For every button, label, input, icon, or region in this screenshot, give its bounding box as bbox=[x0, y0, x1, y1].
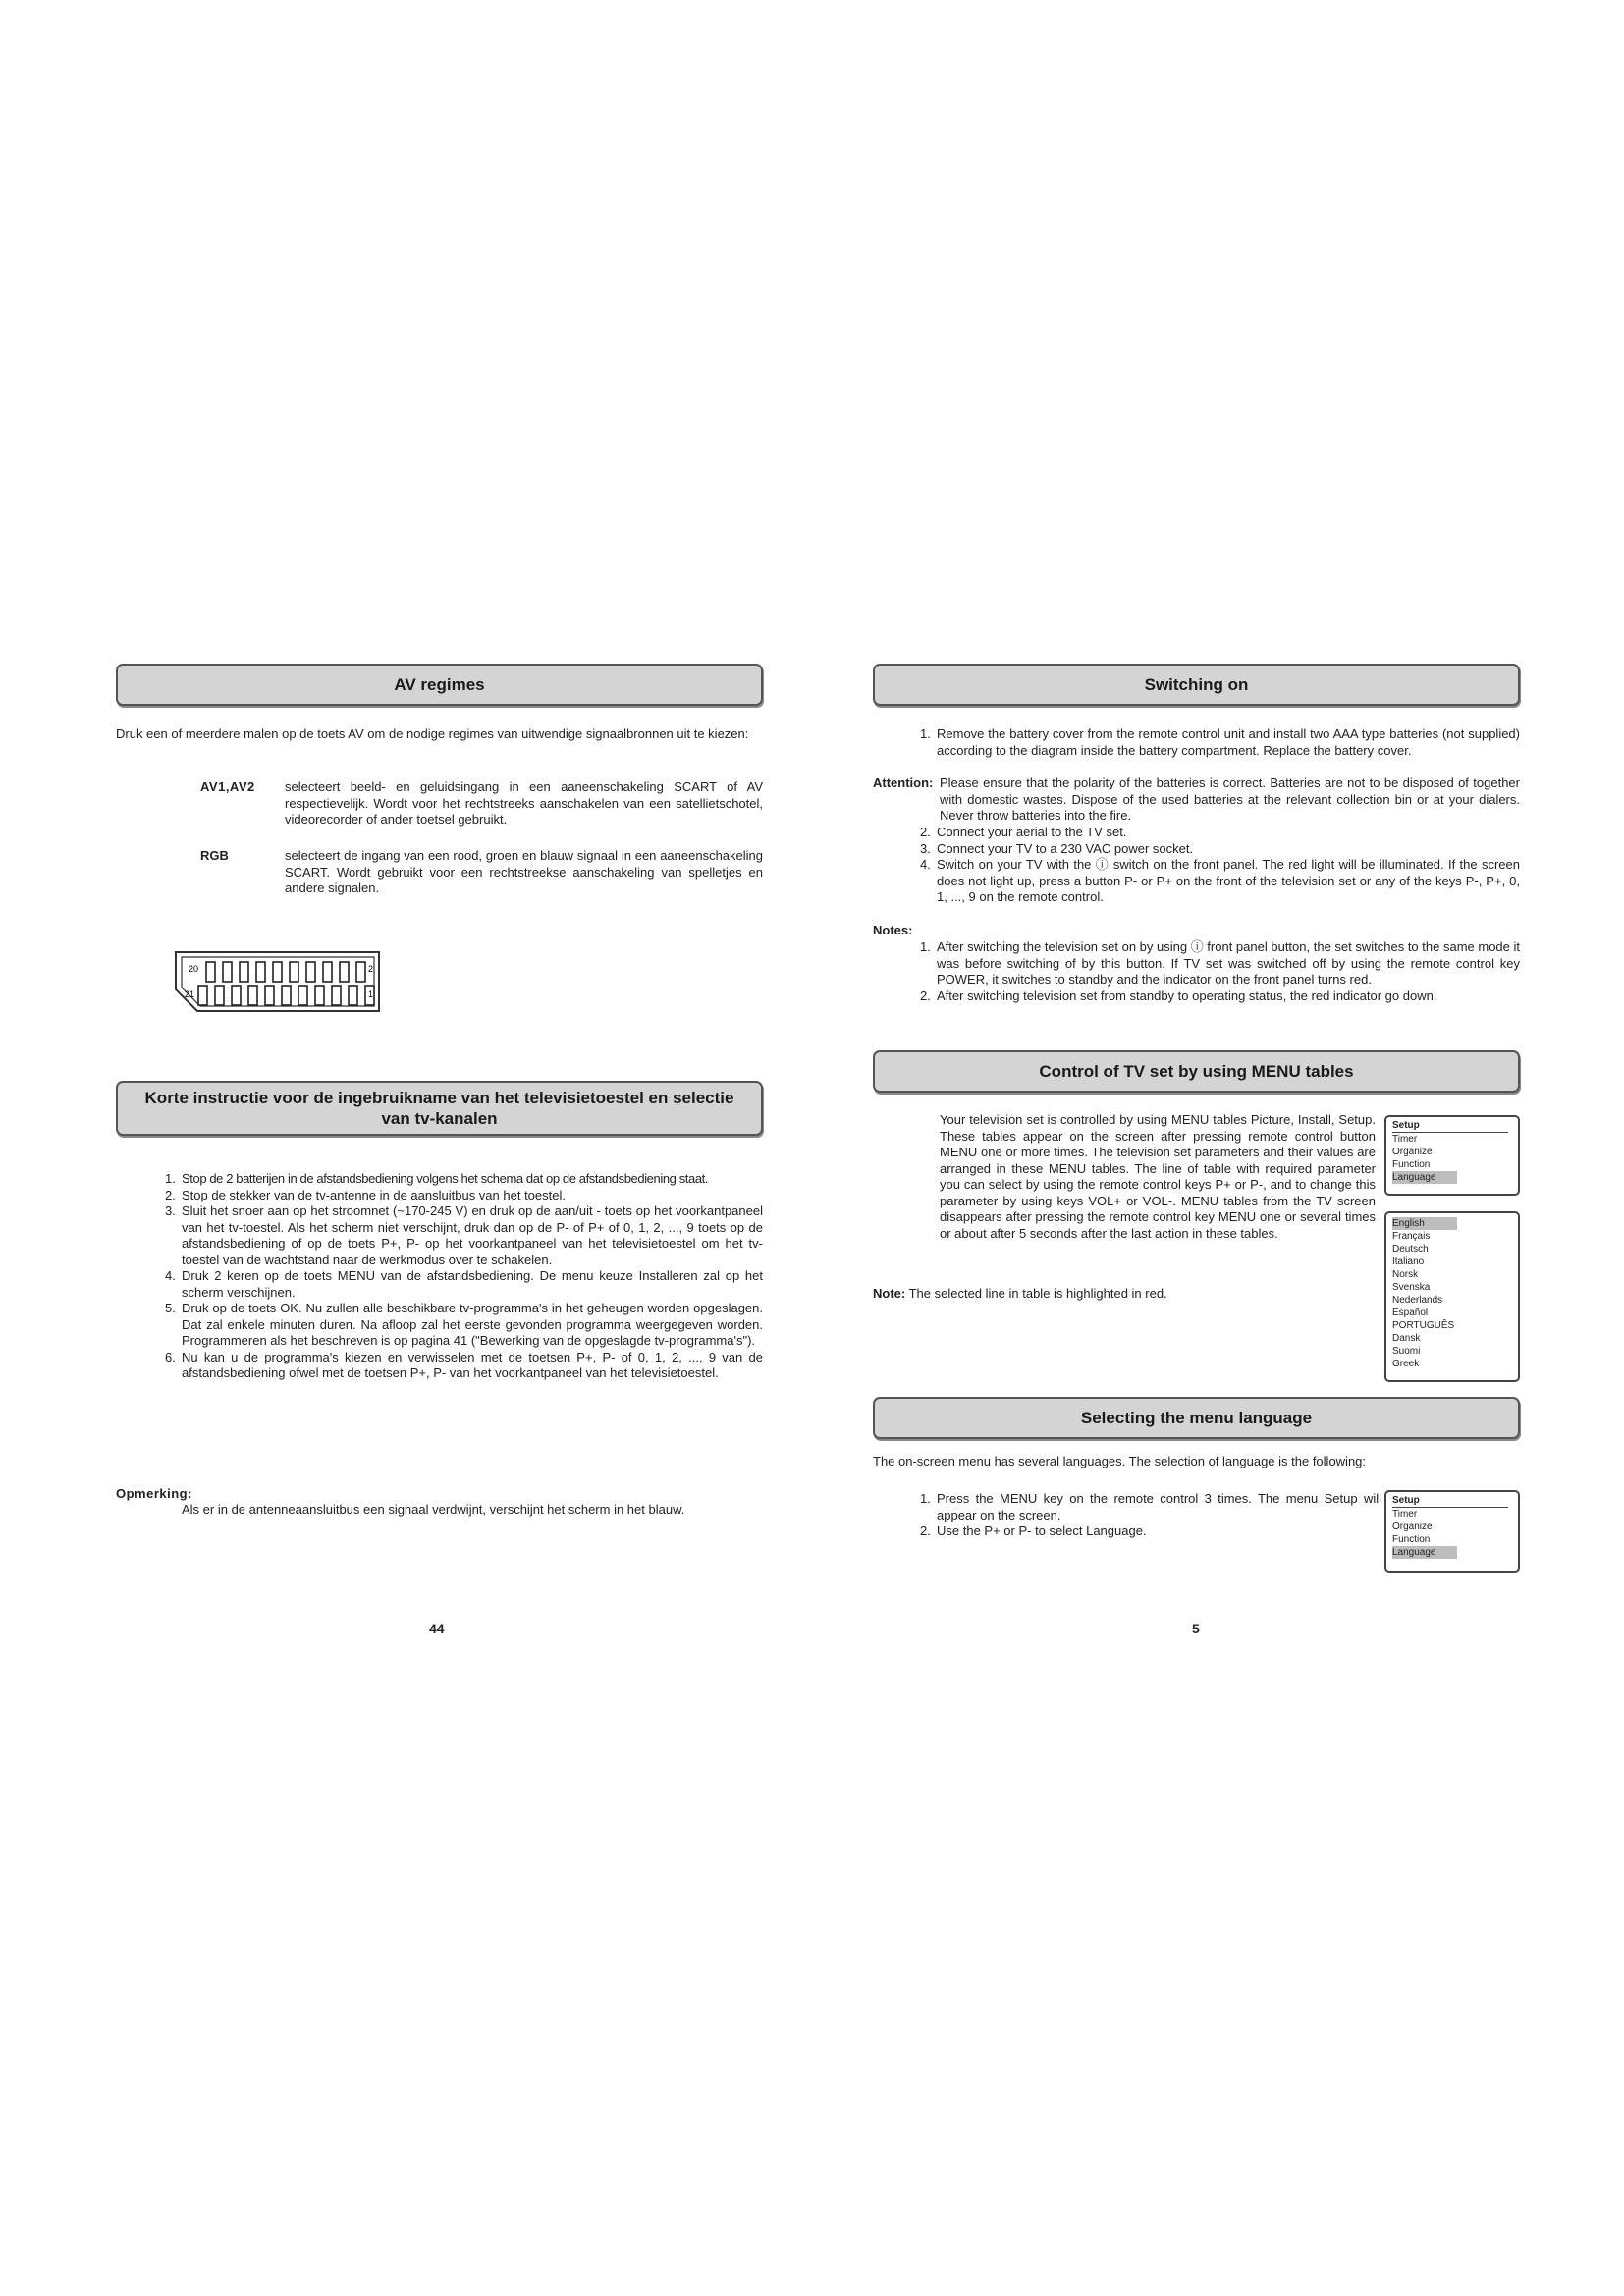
setup-menu-item: Timer bbox=[1392, 1134, 1418, 1145]
scart-pin-2-label: 2 bbox=[368, 964, 374, 974]
av-item-rgb bbox=[200, 848, 763, 897]
language-list-panel bbox=[1384, 1211, 1520, 1382]
scart-pin-21-label: 21 bbox=[185, 989, 195, 999]
switching-on-title: Switching on bbox=[1144, 674, 1249, 694]
step-number: 2. bbox=[165, 1187, 176, 1202]
list-item bbox=[165, 1171, 763, 1188]
list-item bbox=[920, 1491, 1381, 1523]
av-item-text: selecteert beeld- en geluidsingang in een aaneenschakeling SCART of AV respectievelijk. Wordt voor het rechtstreeks aanschakelen van een satellietschotel, videorecorder of ander toetsel gebruikt. bbox=[285, 779, 763, 827]
step-text: Sluit het snoer aan op het stroomnet (~170-245 V) en druk op de aan/uit - toets op het voorkantpaneel van het tv-toestel. Als het scherm niet verschijnt, druk dan op de P- of P+ of 0, 1, 2, ..., 9 toets op de afstandsbediening of op de toets P+, P- op het voorkantpaneel van het televisietoestel om het tv-toestel van de wachtstand naar de werkmodus over te schakelen. bbox=[182, 1203, 763, 1267]
switch-steps-list bbox=[920, 825, 1520, 906]
switching-on-header bbox=[873, 664, 1520, 706]
av-item-term: AV1,AV2 bbox=[200, 779, 255, 794]
setup-menu-title: Setup bbox=[1392, 1494, 1508, 1508]
setup-menu-item: Timer bbox=[1392, 1509, 1418, 1520]
note-number: 2. bbox=[920, 988, 931, 1003]
note-text: After switching television set from standby to operating status, the red indicator go down. bbox=[937, 988, 1437, 1003]
setup-menu-item: Function bbox=[1392, 1534, 1431, 1545]
menu-language-title: Selecting the menu language bbox=[1080, 1408, 1313, 1427]
setup-menu-panel-bottom bbox=[1384, 1490, 1520, 1573]
step-number: 6. bbox=[165, 1349, 176, 1364]
language-item: Norsk bbox=[1392, 1269, 1419, 1280]
language-intro: The on-screen menu has several languages. The selection of language is the following: bbox=[873, 1454, 1367, 1468]
korte-instructie-header bbox=[116, 1081, 763, 1136]
av-regimes-header bbox=[116, 664, 763, 706]
list-item bbox=[920, 825, 1520, 841]
scart-pin-1-label: 1 bbox=[368, 989, 374, 999]
setup-menu-title: Setup bbox=[1392, 1119, 1508, 1133]
attention-label: Attention: bbox=[873, 775, 934, 790]
step-text: Connect your TV to a 230 VAC power socket. bbox=[937, 840, 1194, 856]
av-regimes-title: AV regimes bbox=[394, 674, 485, 694]
language-item: Français bbox=[1392, 1231, 1431, 1242]
list-item bbox=[920, 857, 1520, 906]
list-item bbox=[165, 1350, 763, 1382]
notes-list bbox=[920, 939, 1520, 1004]
notes-label: Notes: bbox=[873, 923, 913, 937]
language-item: Suomi bbox=[1392, 1346, 1421, 1357]
language-item: Svenska bbox=[1392, 1282, 1431, 1293]
menu-language-header bbox=[873, 1397, 1520, 1439]
switch-step-1 bbox=[920, 726, 1520, 759]
step-number: 2. bbox=[920, 825, 931, 839]
note-block bbox=[873, 1286, 1364, 1303]
step-number: 2. bbox=[920, 1523, 931, 1538]
scart-pin-20-label: 20 bbox=[189, 964, 199, 974]
step-number: 3. bbox=[165, 1203, 176, 1218]
setup-menu-item: Function bbox=[1392, 1159, 1431, 1170]
note-number: 1. bbox=[920, 939, 931, 954]
step-text: Stop de 2 batterijen in de afstandsbediening volgens het schema dat op de afstandsbediening staat. bbox=[182, 1171, 709, 1186]
language-item: Nederlands bbox=[1392, 1295, 1443, 1306]
list-item bbox=[165, 1203, 763, 1268]
step-number: 1. bbox=[165, 1171, 176, 1186]
language-item: Dansk bbox=[1392, 1333, 1421, 1344]
av-item-av12 bbox=[200, 779, 763, 828]
setup-menu-item: Organize bbox=[1392, 1147, 1433, 1157]
control-menu-title: Control of TV set by using MENU tables bbox=[1039, 1061, 1354, 1081]
list-item bbox=[920, 988, 1520, 1005]
step-text: Press the MENU key on the remote control 3 times. The menu Setup will appear on the screen. bbox=[937, 1491, 1381, 1522]
language-item: Español bbox=[1392, 1308, 1429, 1318]
language-item: Italiano bbox=[1392, 1256, 1425, 1267]
step-number: 5. bbox=[165, 1301, 176, 1315]
step-text: Connect your aerial to the TV set. bbox=[937, 825, 1127, 839]
step-number: 4. bbox=[165, 1268, 176, 1283]
steps-list bbox=[165, 1171, 763, 1382]
language-item-selected: English bbox=[1392, 1217, 1457, 1230]
setup-menu-item: Organize bbox=[1392, 1522, 1433, 1532]
list-item bbox=[920, 939, 1520, 988]
list-item bbox=[920, 1523, 1381, 1540]
note-label: Note: bbox=[873, 1286, 906, 1301]
opmerking-label: Opmerking: bbox=[116, 1486, 192, 1501]
step-number: 4. bbox=[920, 857, 931, 872]
note-text: The selected line in table is highlighted in red. bbox=[908, 1286, 1167, 1301]
list-item bbox=[165, 1301, 763, 1350]
page-number: 44 bbox=[429, 1621, 445, 1636]
step-text: Remove the battery cover from the remote control unit and install two AAA type batteries (not supplied) according to the diagram inside the battery compartment. Replace the battery cover. bbox=[937, 726, 1520, 758]
language-item: PORTUGUÊS bbox=[1392, 1320, 1455, 1331]
av-item-text: selecteert de ingang van een rood, groen en blauw signaal in een aaneenschakeling SCART. Wordt gebruikt voor een rechtstreekse aanschakeling van spelletjes en andere signalen. bbox=[285, 848, 763, 895]
korte-instructie-title: Korte instructie voor de ingebruikname van het televisietoestel en selectie van tv-kanalen bbox=[144, 1088, 734, 1128]
step-number: 1. bbox=[920, 726, 931, 741]
av-item-term: RGB bbox=[200, 848, 229, 863]
list-item bbox=[165, 1188, 763, 1204]
control-menu-header bbox=[873, 1050, 1520, 1093]
list-item bbox=[920, 841, 1520, 858]
note-text: After switching the television set on by using ⓘ front panel button, the set switches to the same mode it was before switching of by this button. If TV set was switched off by using the remote control key POWER, it switches to standby and the indicator on the front panel turns red. bbox=[937, 939, 1520, 987]
setup-menu-panel bbox=[1384, 1115, 1520, 1196]
page-number: 5 bbox=[1192, 1621, 1200, 1636]
setup-menu-item-selected: Language bbox=[1392, 1171, 1457, 1184]
av-intro: Druk een of meerdere malen op de toets AV om de nodige regimes van uitwendige signaalbronnen uit te kiezen: bbox=[116, 726, 749, 741]
step-text: Druk 2 keren op de toets MENU van de afstandsbediening. De menu keuze Installeren zal op het scherm verschijnen. bbox=[182, 1268, 763, 1300]
step-text: Druk op de toets OK. Nu zullen alle beschikbare tv-programma's in het geheugen worden opgeslagen. Dat zal enkele minuten duren. Na afloop zal het eerste gevonden programma weergegeven worden. Programmeren als het beschreven is op pagina 41 ("Bewerking van de opgeslagde tv-programma's"). bbox=[182, 1301, 763, 1348]
step-text: Use the P+ or P- to select Language. bbox=[937, 1523, 1147, 1538]
setup-menu-item-selected: Language bbox=[1392, 1546, 1457, 1559]
right-page bbox=[812, 0, 1624, 2296]
language-item: Greek bbox=[1392, 1359, 1420, 1369]
step-text: Switch on your TV with the ⓘ switch on the front panel. The red light will be illuminated. If the screen does not light up, press a button P- or P+ on the front of the television set or any of the keys P-, P+, 0, 1, ..., 9 on the remote control. bbox=[937, 857, 1520, 904]
control-text: Your television set is controlled by using MENU tables Picture, Install, Setup. These tables appear on the screen after pressing remote control button MENU one or more times. The television set parameters and their values are arranged in these MENU tables. The line of table with required parameter you can select by using the remote control keys P+ or P-, and to change this parameter by using keys VOL+ or VOL-. MENU tables from the TV screen disappears after pressing the remote control key MENU one or several times or about after 5 seconds after the last action in these tables. bbox=[940, 1112, 1376, 1241]
language-item: Deutsch bbox=[1392, 1244, 1429, 1255]
attention-text: Please ensure that the polarity of the batteries is correct. Batteries are not to be disposed of together with domestic wastes. Dispose of the used batteries at the relevant collection bin or at your dialers. Never throw batteries into the fire. bbox=[940, 775, 1520, 823]
attention-block bbox=[873, 775, 1520, 825]
step-text: Stop de stekker van de tv-antenne in de aansluitbus van het toestel. bbox=[182, 1187, 566, 1202]
step-number: 3. bbox=[920, 840, 931, 856]
list-item bbox=[165, 1268, 763, 1301]
step-number: 1. bbox=[920, 1491, 931, 1506]
scart-connector-diagram bbox=[172, 948, 383, 1015]
language-steps-list bbox=[920, 1491, 1381, 1540]
opmerking-text: Als er in de antenneaansluitbus een signaal verdwijnt, verschijnt het scherm in het blauw. bbox=[182, 1502, 685, 1517]
step-text: Nu kan u de programma's kiezen en verwisselen met de toetsen P+, P- of 0, 1, 2, ..., 9 van de afstandsbediening ofwel met de toetsen P+, P- van het voorkantpaneel van het televisietoestel. bbox=[182, 1349, 763, 1380]
